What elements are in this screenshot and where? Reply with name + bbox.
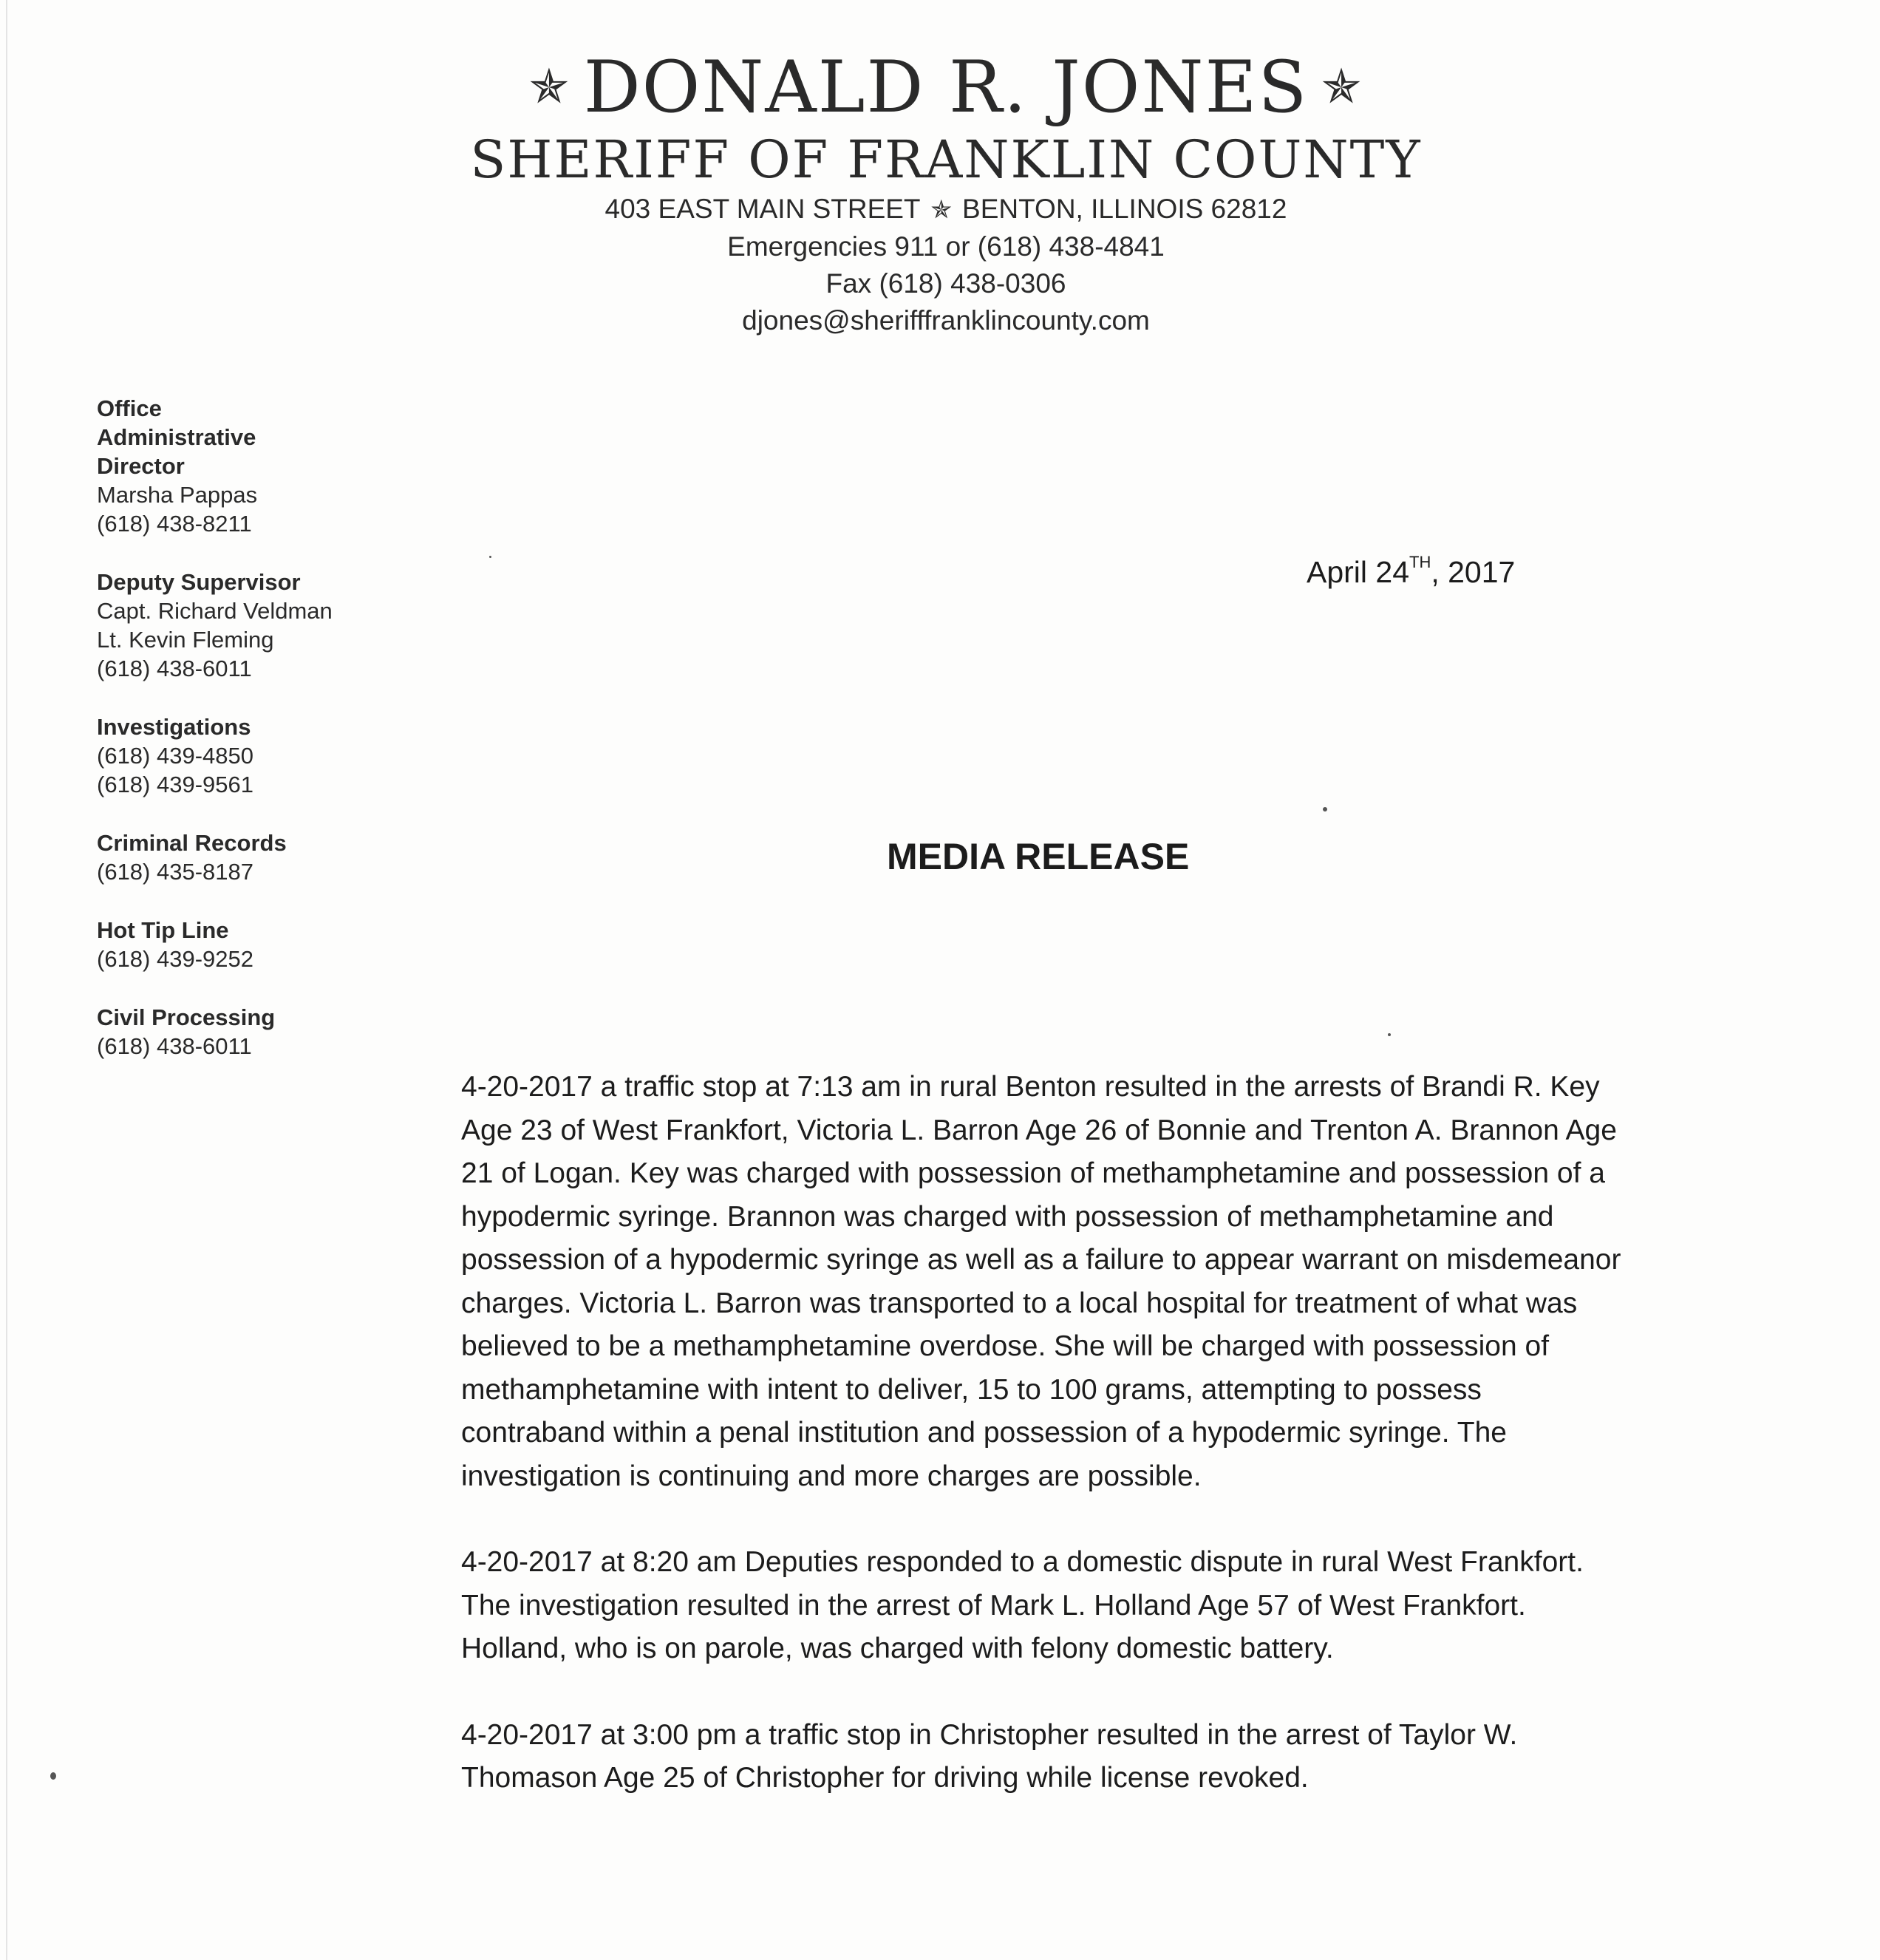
release-title: MEDIA RELEASE [887,836,1190,877]
sidebar-heading: Office [97,395,162,421]
star-icon: ✯ [1321,60,1363,115]
date-prefix: April 24 [1307,555,1410,589]
sidebar-investigations [97,712,392,799]
sidebar-phone: (618) 439-9561 [97,772,253,797]
scan-speck [50,1772,56,1780]
emergency-phone: Emergencies 911 or (618) 438-4841 [727,231,1165,262]
sidebar-heading: Director [97,453,185,479]
sidebar-phone: (618) 439-4850 [97,743,253,769]
address-street: 403 EAST MAIN STREET [604,194,921,224]
sidebar-heading: Hot Tip Line [97,917,229,943]
sheriff-name: DONALD R. JONES [583,46,1309,129]
sidebar-office [97,394,392,538]
release-body [461,1066,1629,1843]
scan-speck [1323,807,1327,811]
address-line [369,191,1522,228]
address-city: BENTON, ILLINOIS 62812 [962,194,1287,224]
sidebar-civil-processing [97,1003,392,1061]
sidebar-heading: Civil Processing [97,1004,276,1030]
sidebar-phone: (618) 439-9252 [97,946,253,972]
scan-speck [489,556,491,558]
sidebar-phone: (618) 435-8187 [97,859,253,885]
sidebar-contact-name: Capt. Richard Veldman [97,598,333,624]
sidebar-heading: Deputy Supervisor [97,569,301,595]
sidebar-heading: Administrative [97,424,256,450]
release-date [1307,553,1515,590]
sidebar-heading: Investigations [97,714,251,740]
contact-sidebar [97,394,392,1090]
sidebar-phone: (618) 438-8211 [97,511,252,537]
sidebar-criminal-records [97,828,392,886]
sidebar-phone: (618) 438-6011 [97,656,252,681]
scan-edge [6,0,7,1960]
email-address: djones@sherifffranklincounty.com [742,305,1150,336]
sidebar-heading: Criminal Records [97,830,287,856]
body-paragraph: 4-20-2017 at 8:20 am Deputies responded to a domestic dispute in rural West Frankfort. The investigation resulted in the arrest of Mark L. Holland Age 57 of West Frankfort. Holland, who is on parole, was charged with felony domestic battery. [461,1546,1584,1664]
body-paragraph: 4-20-2017 a traffic stop at 7:13 am in rural Benton resulted in the arrests of Brandi R. Key Age 23 of West Frankfort, Victoria L. Barron Age 26 of Bonnie and Trenton A. Brannon Age 21 of Logan. Key was charged with possession of methamphetamine and possession of a hypodermic syringe. Brannon was charged with possession of methamphetamine and possession of a hypodermic syringe as well as a failure to appear warrant on misdemeanor charges. Victoria L. Barron was transported to a local hospital for treatment of what was believed to be a methamphetamine overdose. She will be charged with possession of methamphetamine with intent to deliver, 15 to 100 grams, attempting to possess contraband within a penal institution and possession of a hypodermic syringe. The investigation is continuing and more charges are possible. [461,1071,1621,1492]
fax-number: Fax (618) 438-0306 [825,268,1066,299]
body-paragraph: 4-20-2017 at 3:00 pm a traffic stop in Christopher resulted in the arrest of Taylor W. Thomason Age 25 of Christopher for driving while license revoked. [461,1718,1518,1794]
sidebar-phone: (618) 438-6011 [97,1033,252,1059]
letterhead [369,46,1522,339]
star-icon: ✯ [930,196,953,224]
star-icon: ✯ [529,60,571,115]
sidebar-deputy-supervisor [97,568,392,683]
sheriff-name-line [369,46,1522,129]
office-title: SHERIFF OF FRANKLIN COUNTY [470,129,1422,190]
date-suffix: , 2017 [1431,555,1516,589]
scan-speck [1388,1033,1391,1036]
sidebar-contact-name: Lt. Kevin Fleming [97,627,274,653]
sidebar-hot-tip-line [97,916,392,973]
date-ordinal: TH [1409,553,1431,571]
sidebar-contact-name: Marsha Pappas [97,482,258,508]
